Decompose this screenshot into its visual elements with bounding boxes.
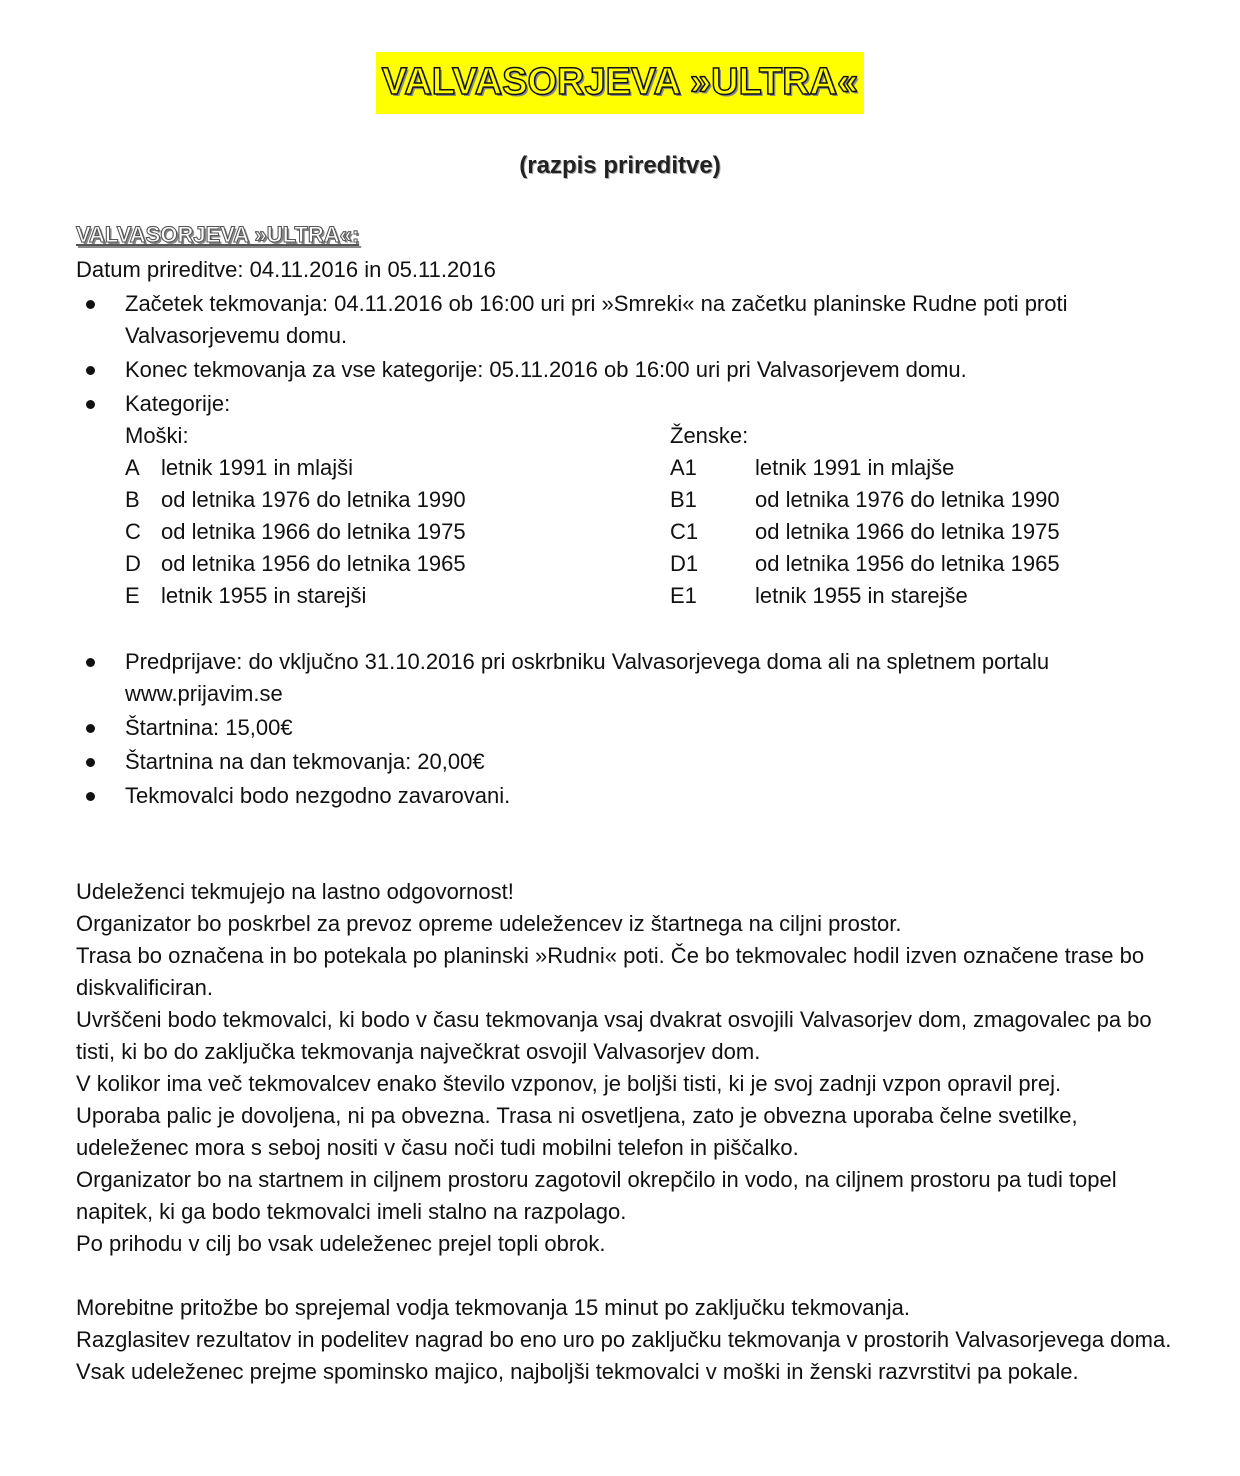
category-desc: letnik 1991 in mlajše [755,455,955,480]
bullet-list-top [76,288,1176,422]
category-row [670,452,955,484]
paragraph: Uvrščeni bodo tekmovalci, ki bodo v času tekmovanja vsaj dvakrat osvojili Valvasorjev dom, zmagovalec pa bo tisti, ki bo do zaključka tekmovanja največkrat osvojil Valvasorjev dom. [76,1007,1152,1064]
bullet-icon [86,300,95,309]
paragraph-spacer [76,1260,1176,1292]
category-desc: letnik 1955 in starejše [755,583,968,608]
bullet-text: Predprijave: do vključno 31.10.2016 pri oskrbniku Valvasorjevega doma ali na spletnem portalu www.prijavim.se [125,649,1050,706]
bullet-text: Kategorije: [125,391,231,416]
category-code: A [125,455,140,480]
category-desc: od letnika 1956 do letnika 1965 [755,551,1060,576]
category-desc: od letnika 1966 do letnika 1975 [161,519,466,544]
category-row [670,484,1060,516]
bullet-list-bottom [76,646,1176,814]
category-desc: od letnika 1976 do letnika 1990 [755,487,1060,512]
men-categories [125,420,466,612]
category-row [125,484,466,516]
bullet-icon [86,724,95,733]
category-desc: od letnika 1976 do letnika 1990 [161,487,466,512]
men-label [125,420,189,452]
bullet-item [76,746,1176,778]
category-desc: od letnika 1956 do letnika 1965 [161,551,466,576]
category-row [125,516,466,548]
paragraph: Morebitne pritožbe bo sprejemal vodja tekmovanja 15 minut po zaključku tekmovanja. [76,1295,910,1320]
bullet-text: Konec tekmovanja za vse kategorije: 05.11.2016 ob 16:00 uri pri Valvasorjevem domu. [125,357,967,382]
document-title: VALVASORJEVA »ULTRA« [376,52,864,114]
bullet-text: Štartnina na dan tekmovanja: 20,00€ [125,749,485,774]
bullet-icon [86,792,95,801]
category-code: C [125,519,141,544]
bullet-item [76,288,1176,352]
bullet-icon [86,366,95,375]
category-row [670,548,1060,580]
paragraph: Udeleženci tekmujejo na lastno odgovornost! [76,879,514,904]
bullet-item [76,388,1176,420]
category-desc: letnik 1955 in starejši [161,583,367,608]
paragraph: V kolikor ima več tekmovalcev enako število vzponov, je boljši tisti, ki je svoj zadnji vzpon opravil prej. [76,1071,1062,1096]
category-row [670,516,1060,548]
category-code: C1 [670,519,699,544]
document-subtitle: (razpis prireditve) [519,152,721,179]
paragraph: Uporaba palic je dovoljena, ni pa obvezna. Trasa ni osvetljena, zato je obvezna uporaba čelne svetilke, udeleženec mora s seboj nositi v času noči tudi mobilni telefon in piščalko. [76,1103,1078,1160]
paragraph: Po prihodu v cilj bo vsak udeleženec prejel topli obrok. [76,1231,606,1256]
title-wrap [0,52,1240,114]
bullet-icon [86,758,95,767]
women-label-text: Ženske: [670,423,749,448]
category-row [125,548,466,580]
paragraph: Vsak udeleženec prejme spominsko majico, najboljši tekmovalci v moški in ženski razvrstitvi pa pokale. [76,1359,1079,1384]
bullet-item [76,780,1176,812]
women-categories [670,420,1060,612]
men-label-text: Moški: [125,423,189,448]
category-code: D1 [670,551,699,576]
category-code: E1 [670,583,697,608]
bullet-item [76,354,1176,386]
paragraph: Organizator bo poskrbel za prevoz opreme udeležencev iz štartnega na ciljni prostor. [76,911,902,936]
category-code: D [125,551,141,576]
event-date: Datum prireditve: 04.11.2016 in 05.11.2016 [76,257,496,282]
paragraph: Trasa bo označena in bo potekala po planinski »Rudni« poti. Če bo tekmovalec hodil izven označene trase bo diskvalificiran. [76,943,1145,1000]
body-paragraphs [76,876,1176,1388]
women-label [670,420,748,452]
bullet-icon [86,658,95,667]
category-row [125,452,353,484]
category-code: B1 [670,487,697,512]
bullet-text: Štartnina: 15,00€ [125,715,293,740]
bullet-text: Tekmovalci bodo nezgodno zavarovani. [125,783,511,808]
category-desc: od letnika 1966 do letnika 1975 [755,519,1060,544]
category-code: E [125,583,140,608]
category-desc: letnik 1991 in mlajši [161,455,353,480]
bullet-item [76,646,1176,710]
paragraph: Razglasitev rezultatov in podelitev nagrad bo eno uro po zaključku tekmovanja v prostorih Valvasorjevega doma. [76,1327,1172,1352]
category-row [125,580,367,612]
bullet-item [76,712,1176,744]
section-heading: VALVASORJEVA »ULTRA«: [76,222,360,247]
bullet-icon [86,400,95,409]
category-code: A1 [670,455,697,480]
category-row [670,580,968,612]
paragraph: Organizator bo na startnem in ciljnem prostoru zagotovil okrepčilo in vodo, na ciljnem prostoru pa tudi topel napitek, ki ga bodo tekmovalci imeli stalno na razpolago. [76,1167,1117,1224]
bullet-text: Začetek tekmovanja: 04.11.2016 ob 16:00 uri pri »Smreki« na začetku planinske Rudne poti proti Valvasorjevemu domu. [125,291,1068,348]
category-code: B [125,487,140,512]
